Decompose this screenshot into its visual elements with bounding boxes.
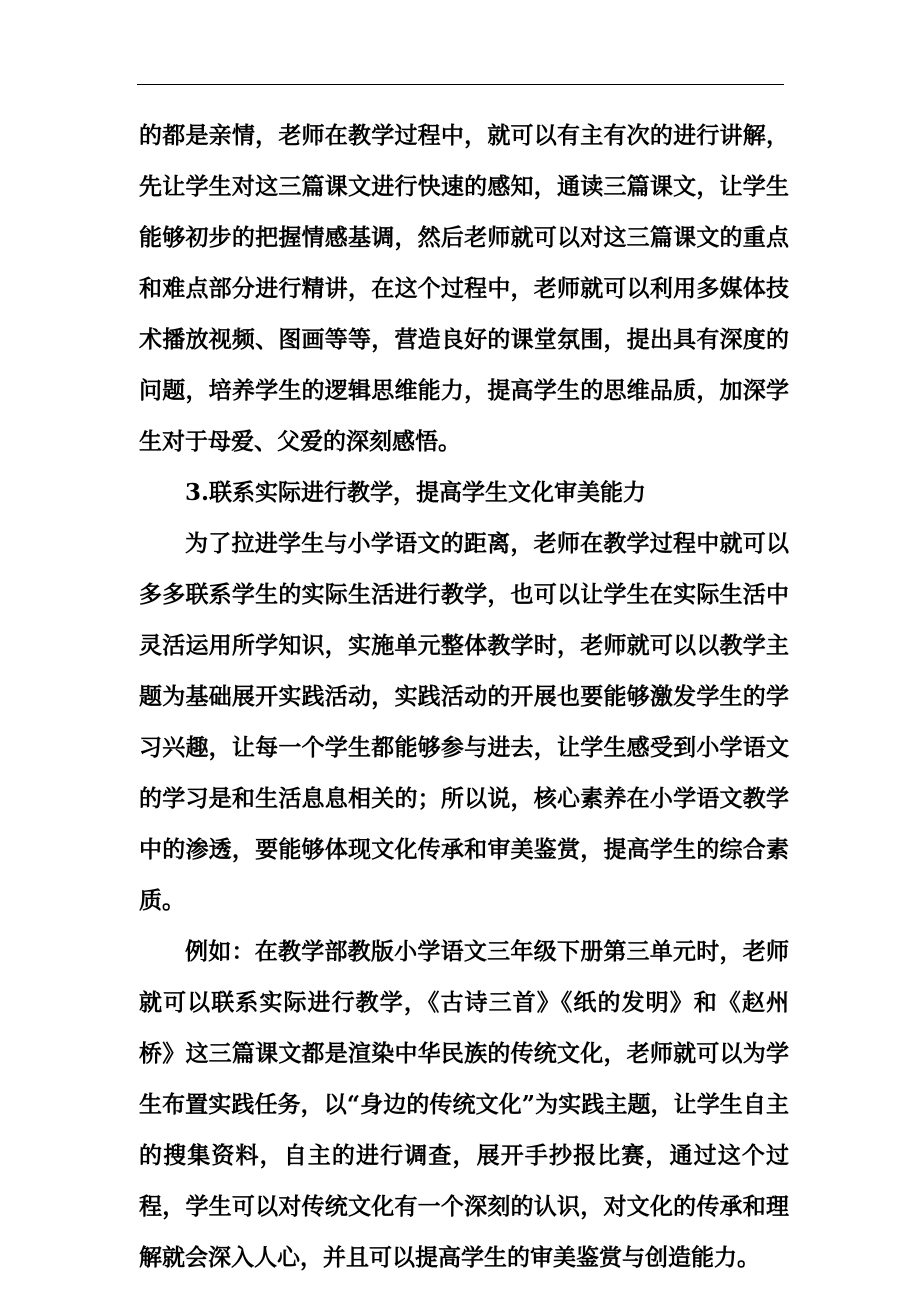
section-heading: 3.联系实际进行教学，提高学生文化审美能力: [185, 479, 647, 506]
paragraph: 为了拉进学生与小学语文的距离，老师在教学过程中就可以多多联系学生的实际生活进行教学，也可以让学生在实际生活中灵活运用所学知识，实施单元整体教学时，老师就可以以教学主题为基础展开实践活动，实践活动的开展也要能够激发学生的学习兴趣，让每一个学生都能够参与进去，让学生感受到小学语文的学习是和生活息息相关的；所以说，核心素养在小学语文教学中的渗透，要能够体现文化传承和审美鉴赏，提高学生的综合素质。: [139, 530, 789, 914]
paragraph-example: 例如：在教学部教版小学语文三年级下册第三单元时，老师就可以联系实际进行教学，《古诗三首》《纸的发明》和《赵州桥》这三篇课文都是渲染中华民族的传统文化，老师就可以为学生布置实践任务，以“身边的传统文化”为实践主题，让学生自主的搜集资料，自主的进行调查，展开手抄报比赛，通过这个过程，学生可以对传统文化有一个深刻的认识，对文化的传承和理解就会深入人心，并且可以提高学生的审美鉴赏与创造能力。: [139, 938, 789, 1271]
header-rule: [137, 84, 784, 85]
document-body: [139, 110, 789, 1283]
paragraph-continuation: 的都是亲情，老师在教学过程中，就可以有主有次的进行讲解，先让学生对这三篇课文进行快速的感知，通读三篇课文，让学生能够初步的把握情感基调，然后老师就可以对这三篇课文的重点和难点部分进行精讲，在这个过程中，老师就可以利用多媒体技术播放视频、图画等等，营造良好的课堂氛围，提出具有深度的问题，培养学生的逻辑思维能力，提高学生的思维品质，加深学生对于母爱、父爱的深刻感悟。: [139, 122, 789, 455]
